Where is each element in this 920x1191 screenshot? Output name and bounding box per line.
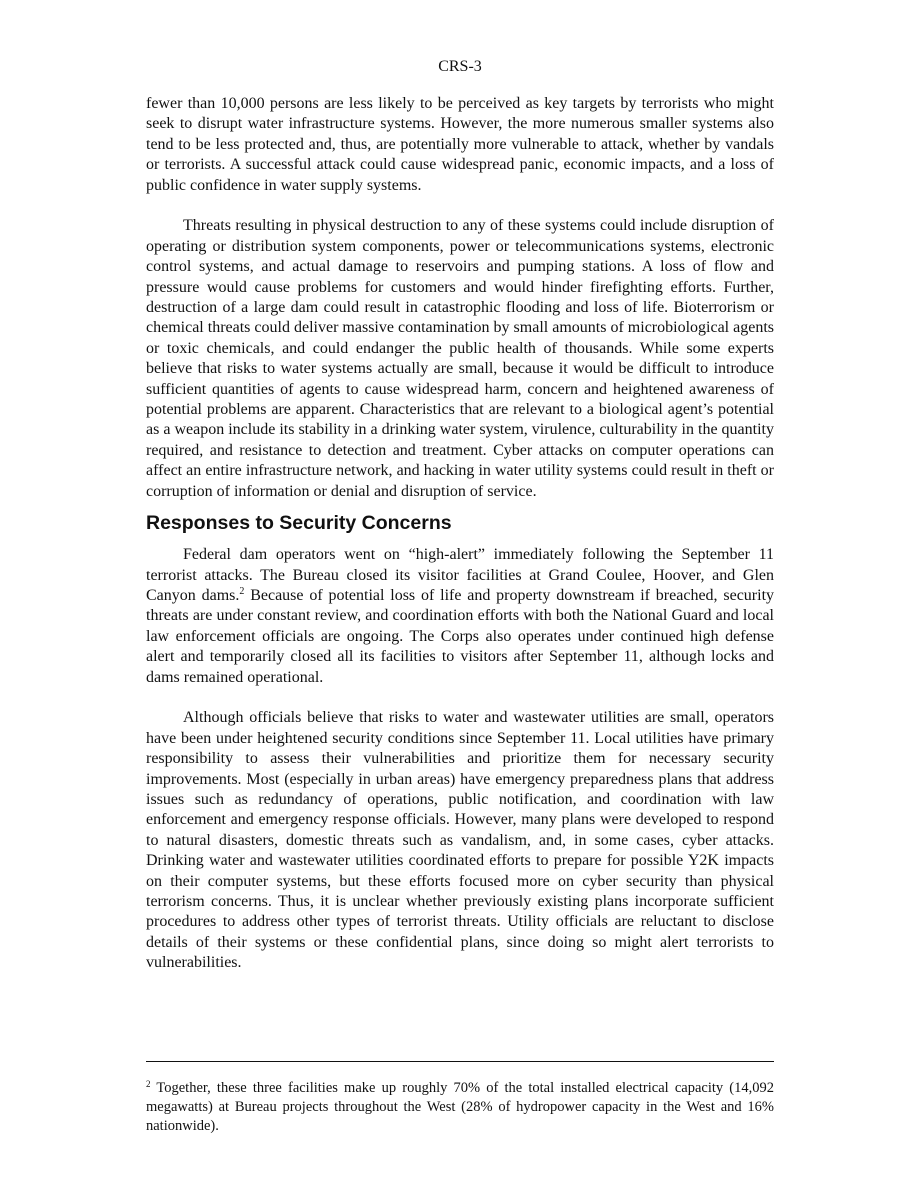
paragraph-3-text-b: Because of potential loss of life and property downstream if breached, security threats are under constant review, and coordination efforts with both the National Guard and local law enforcement officials are ongoing. The Corps also operates under continued high defense alert and temporarily closed all its facilities to visitors after September 11, although locks and dams remained operational. [146,586,775,686]
footnote-marker: 2 [146,1079,151,1089]
footnote-text: Together, these three facilities make up roughly 70% of the total installed electrical capacity (14,092 megawatts) at Bureau projects throughout the West (28% of hydropower capacity in the West and 16% nationwide). [146,1080,774,1134]
paragraph-2: Threats resulting in physical destruction to any of these systems could include disruption of operating or distribution system components, power or telecommunications systems, electronic control systems, and actual damage to reservoirs and pumping stations. A loss of flow and pressure would cause problems for customers and would hinder firefighting efforts. Further, destruction of a large dam could result in catastrophic flooding and loss of life. Bioterrorism or chemical threats could deliver massive contamination by small amounts of microbiological agents or toxic chemicals, and could endanger the public health of thousands. While some experts believe that risks to water systems actually are small, because it would be difficult to introduce sufficient quantities of agents to cause widespread harm, concern and heightened awareness of potential problems are apparent. Characteristics that are relevant to a biological agent’s potential as a weapon include its stability in a drinking water system, virulence, culturability in the quantity required, and resistance to detection and treatment. Cyber attacks on computer operations can affect an entire infrastructure network, and hacking in water utility systems could result in theft or corruption of information or denial and disruption of service. [146,217,774,500]
body-text [146,94,774,974]
footnote-divider [146,1061,774,1062]
paragraph-4: Although officials believe that risks to water and wastewater utilities are small, operators have been under heightened security conditions since September 11. Local utilities have primary responsibility to assess their vulnerabilities and prioritize them for necessary security improvements. Most (especially in urban areas) have emergency preparedness plans that address issues such as redundancy of operations, public notification, and coordination with law enforcement and emergency response officials. However, many plans were developed to respond to natural disasters, domestic threats such as vandalism, and, in some cases, cyber attacks. Drinking water and wastewater utilities coordinated efforts to prepare for possible Y2K impacts on their computer systems, but these efforts focused more on cyber security than physical terrorism concerns. Thus, it is unclear whether previously existing plans incorporate sufficient procedures to address other types of terrorist threats. Utility officials are reluctant to disclose details of their systems or these confidential plans, since doing so might alert terrorists to vulnerabilities. [146,709,774,972]
footnote-paragraph [146,1079,774,1136]
section-heading: Responses to Security Concerns [146,512,452,535]
page-header: CRS-3 [438,58,482,75]
paragraph-3 [146,545,774,688]
paragraph-gap [146,196,774,216]
paragraph-1: fewer than 10,000 persons are less likely to be perceived as key targets by terrorists who might seek to disrupt water infrastructure systems. However, the more numerous smaller systems also tend to be less protected and, thus, are potentially more vulnerable to attack, whether by vandals or terrorists. A successful attack could cause widespread panic, economic impacts, and a loss of public confidence in water supply systems. [146,95,774,194]
paragraph-3-text-a: Federal dam operators went on “high-alert” immediately following the September 11 terrorist attacks. The Bureau closed its visitor facilities at Grand Coulee, Hoover, and Glen Canyon dams. [146,546,774,604]
footnote-reference: 2 [239,585,245,597]
footnote [146,1079,774,1136]
paragraph-gap [146,688,774,708]
